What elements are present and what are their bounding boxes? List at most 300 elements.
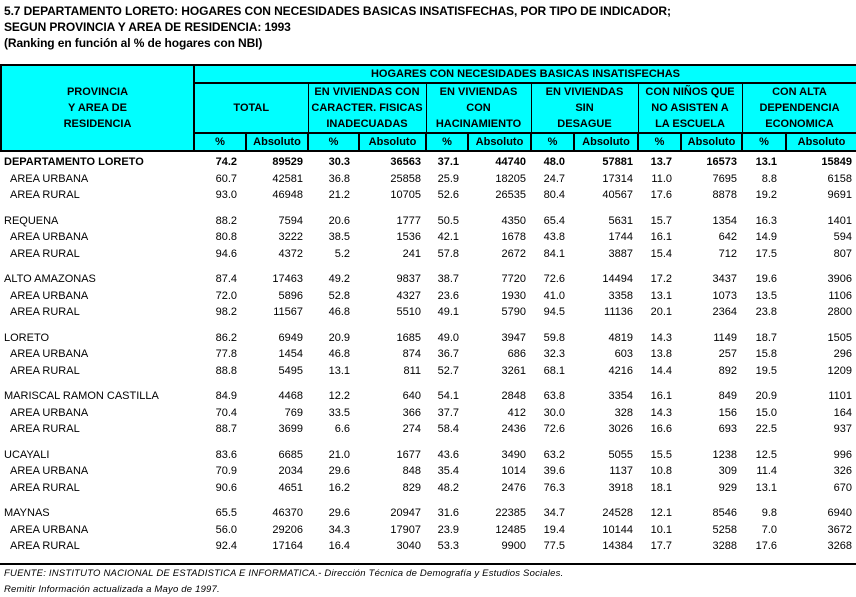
absolute-cell: 1401	[827, 214, 852, 227]
absolute-cell: 16573	[706, 156, 737, 168]
percent-cell: 29.6	[328, 465, 350, 477]
percent-cell: 46.8	[328, 306, 350, 318]
percent-cell: 53.3	[437, 540, 459, 552]
percent-cell: 58.4	[437, 423, 459, 435]
absolute-cell: 17314	[602, 172, 633, 185]
percent-cell: 13.1	[328, 364, 350, 377]
indicator-header-line: TOTAL	[233, 102, 270, 114]
absolute-cell: 12485	[495, 523, 526, 536]
percent-cell: 76.3	[543, 481, 565, 494]
absolute-cell: 6949	[278, 331, 303, 344]
indicator-header-line: CON ALTA	[772, 86, 827, 98]
percent-cell: 17.7	[650, 540, 672, 552]
absolute-cell: 22385	[495, 507, 526, 519]
percent-cell: 11.0	[651, 172, 672, 185]
spacer-row	[0, 496, 856, 505]
indicator-header-line: CON	[466, 102, 491, 114]
absolute-cell: 1536	[396, 231, 421, 243]
absolute-cell: 257	[718, 348, 737, 360]
absolute-cell: 829	[402, 481, 421, 494]
percent-cell: 16.4	[328, 540, 350, 552]
indicator-header-line: SIN	[575, 102, 594, 114]
percent-cell: 17.6	[755, 540, 777, 552]
percent-cell: 13.1	[650, 289, 672, 302]
absolute-cell: 1354	[712, 214, 737, 227]
absolute-cell: 46370	[272, 507, 303, 519]
percent-cell: 77.5	[543, 540, 565, 552]
table-row	[0, 447, 856, 464]
table-row	[0, 405, 856, 422]
table-row	[0, 421, 856, 438]
absolute-cell: 1677	[396, 448, 421, 461]
table-row	[0, 363, 856, 380]
percent-cell: 34.7	[543, 507, 565, 519]
absolute-cell: 26535	[495, 189, 526, 201]
percent-cell: 70.9	[215, 465, 237, 477]
percent-cell: 94.5	[543, 306, 565, 318]
percent-cell: 38.5	[328, 231, 350, 243]
absolute-cell: 20947	[390, 507, 421, 519]
row-label-header: PROVINCIA Y AREA DE RESIDENCIA	[1, 65, 194, 151]
absolute-cell: 1505	[827, 331, 852, 344]
table-row	[0, 505, 856, 522]
absolute-cell: 642	[718, 231, 737, 243]
percent-cell: 70.4	[215, 406, 237, 419]
table-row	[0, 522, 856, 539]
percent-header: %	[308, 133, 359, 151]
percent-cell: 80.4	[543, 189, 565, 201]
percent-cell: 10.1	[650, 523, 672, 536]
absolute-cell: 3026	[608, 423, 633, 435]
percent-cell: 49.0	[437, 331, 459, 344]
percent-cell: 33.5	[328, 406, 350, 419]
row-label: AREA URBANA	[10, 348, 89, 360]
row-label: AREA URBANA	[10, 231, 89, 243]
percent-cell: 32.3	[543, 348, 565, 360]
source-note: FUENTE: INSTITUTO NACIONAL DE ESTADISTICA E INFORMATICA.- Dirección Técnica de Demografía y Estudios Sociales.	[4, 568, 564, 579]
absolute-cell: 8546	[712, 507, 737, 519]
table-row	[0, 213, 856, 230]
absolute-cell: 7695	[712, 172, 737, 185]
indicator-header-line: CARACTER. FISICAS	[311, 102, 423, 114]
absolute-header: Absoluto	[359, 133, 426, 151]
row-label: AREA RURAL	[10, 481, 80, 494]
percent-cell: 52.6	[437, 189, 459, 201]
percent-cell: 87.4	[215, 273, 237, 285]
percent-cell: 83.6	[215, 448, 237, 461]
absolute-cell: 849	[718, 390, 737, 402]
absolute-cell: 309	[718, 465, 737, 477]
absolute-cell: 670	[833, 481, 852, 494]
indicator-header	[308, 83, 426, 133]
table-row	[0, 187, 856, 204]
percent-cell: 13.5	[755, 289, 777, 302]
percent-cell: 16.1	[650, 390, 672, 402]
absolute-cell: 640	[402, 390, 421, 402]
absolute-cell: 6940	[827, 507, 852, 519]
percent-cell: 23.9	[437, 523, 459, 536]
percent-cell: 21.2	[328, 189, 350, 201]
percent-cell: 72.0	[215, 289, 237, 302]
absolute-cell: 24528	[602, 507, 633, 519]
row-label: AREA RURAL	[10, 306, 80, 318]
percent-cell: 14.3	[650, 331, 672, 344]
absolute-cell: 6158	[827, 172, 852, 185]
percent-cell: 93.0	[215, 189, 237, 201]
absolute-header: Absoluto	[681, 133, 742, 151]
indicator-header	[638, 83, 742, 133]
absolute-cell: 25858	[390, 172, 421, 185]
percent-cell: 19.6	[755, 273, 777, 285]
percent-cell: 15.5	[650, 448, 672, 461]
absolute-cell: 8878	[712, 189, 737, 201]
percent-cell: 88.2	[215, 214, 237, 227]
percent-cell: 17.6	[650, 189, 672, 201]
percent-cell: 30.0	[543, 406, 565, 419]
indicator-header-line: INADECUADAS	[326, 118, 408, 130]
row-label: DEPARTAMENTO LORETO	[4, 156, 144, 168]
indicator-header-line: LA ESCUELA	[655, 118, 725, 130]
percent-header: %	[742, 133, 786, 151]
table-title	[4, 3, 671, 51]
absolute-cell: 5896	[278, 289, 303, 302]
percent-cell: 57.8	[437, 247, 459, 260]
absolute-cell: 29206	[272, 523, 303, 536]
table-row	[0, 346, 856, 363]
percent-cell: 23.8	[755, 306, 777, 318]
absolute-cell: 603	[614, 348, 633, 360]
percent-cell: 5.2	[334, 247, 350, 260]
percent-cell: 31.6	[437, 507, 459, 519]
percent-cell: 12.1	[650, 507, 672, 519]
percent-cell: 65.4	[543, 214, 565, 227]
absolute-cell: 17164	[272, 540, 303, 552]
percent-cell: 16.6	[650, 423, 672, 435]
indicator-header-line: ECONOMICA	[765, 118, 834, 130]
row-label: AREA RURAL	[10, 423, 80, 435]
absolute-cell: 2364	[712, 306, 737, 318]
absolute-cell: 3918	[608, 481, 633, 494]
indicator-header-line: EN VIVIENDAS	[545, 86, 624, 98]
percent-cell: 50.5	[437, 214, 459, 227]
absolute-cell: 14494	[602, 273, 633, 285]
percent-cell: 72.6	[543, 423, 565, 435]
percent-cell: 30.3	[328, 156, 350, 168]
absolute-cell: 1137	[609, 465, 633, 477]
row-label: REQUENA	[4, 214, 59, 227]
data-table	[0, 154, 856, 555]
absolute-cell: 3672	[827, 523, 852, 536]
absolute-cell: 892	[718, 364, 737, 377]
indicator-header	[742, 83, 856, 133]
row-label: AREA URBANA	[10, 289, 89, 302]
table-row	[0, 304, 856, 321]
absolute-cell: 7594	[278, 214, 303, 227]
percent-cell: 17.5	[755, 247, 777, 260]
spacer-row	[0, 379, 856, 388]
spacer-row	[0, 438, 856, 447]
percent-cell: 12.2	[328, 390, 350, 402]
percent-cell: 90.6	[215, 481, 237, 494]
percent-cell: 48.0	[543, 156, 565, 168]
bottom-rule	[0, 563, 856, 565]
percent-cell: 15.0	[755, 406, 777, 419]
title-line-2: SEGUN PROVINCIA Y AREA DE RESIDENCIA: 1993	[4, 20, 291, 34]
percent-cell: 29.6	[328, 507, 350, 519]
percent-cell: 25.9	[437, 172, 459, 185]
spacer-row	[0, 262, 856, 271]
percent-cell: 49.2	[328, 273, 350, 285]
percent-cell: 24.7	[543, 172, 565, 185]
row-label: AREA RURAL	[10, 189, 80, 201]
percent-cell: 20.6	[328, 214, 350, 227]
percent-cell: 23.6	[437, 289, 459, 302]
absolute-cell: 1777	[396, 214, 421, 227]
percent-cell: 36.8	[328, 172, 350, 185]
percent-cell: 14.4	[650, 364, 672, 377]
percent-header: %	[426, 133, 468, 151]
title-line-1: 5.7 DEPARTAMENTO LORETO: HOGARES CON NECESIDADES BASICAS INSATISFECHAS, POR TIPO DE INDICADOR;	[4, 4, 671, 18]
absolute-cell: 4350	[501, 214, 526, 227]
absolute-cell: 848	[402, 465, 421, 477]
percent-cell: 37.1	[437, 156, 459, 168]
update-note: Remitir Información actualizada a Mayo de 1997.	[4, 584, 220, 595]
absolute-cell: 1101	[828, 390, 852, 402]
absolute-cell: 937	[833, 423, 852, 435]
absolute-cell: 2476	[501, 481, 526, 494]
absolute-cell: 46948	[272, 189, 303, 201]
indicator-header-line: NO ASISTEN A	[651, 102, 729, 114]
absolute-cell: 3222	[278, 231, 303, 243]
table-row	[0, 463, 856, 480]
percent-cell: 63.8	[543, 390, 565, 402]
table-row	[0, 154, 856, 171]
row-label: AREA URBANA	[10, 523, 89, 536]
percent-cell: 13.1	[755, 156, 777, 168]
table-row	[0, 388, 856, 405]
absolute-cell: 3354	[608, 390, 633, 402]
table-row	[0, 330, 856, 347]
absolute-cell: 9837	[396, 273, 421, 285]
percent-cell: 17.2	[650, 273, 672, 285]
percent-cell: 41.0	[543, 289, 565, 302]
percent-cell: 68.1	[543, 364, 565, 377]
percent-cell: 80.8	[215, 231, 237, 243]
percent-cell: 35.4	[437, 465, 459, 477]
row-label: AREA URBANA	[10, 172, 89, 185]
row-label: AREA URBANA	[10, 406, 89, 419]
absolute-cell: 3490	[501, 448, 526, 461]
absolute-header: Absoluto	[468, 133, 531, 151]
absolute-cell: 241	[402, 247, 421, 260]
absolute-cell: 1685	[396, 331, 421, 344]
percent-cell: 16.2	[328, 481, 350, 494]
absolute-cell: 1209	[827, 364, 852, 377]
percent-cell: 21.0	[328, 448, 350, 461]
absolute-cell: 4216	[608, 364, 633, 377]
table-row	[0, 171, 856, 188]
percent-cell: 54.1	[437, 390, 459, 402]
percent-cell: 52.8	[328, 289, 350, 302]
indicator-header	[194, 83, 308, 133]
absolute-cell: 7720	[501, 273, 526, 285]
absolute-cell: 2848	[501, 390, 526, 402]
percent-cell: 84.1	[543, 247, 565, 260]
absolute-cell: 3288	[712, 540, 737, 552]
percent-cell: 15.7	[650, 214, 672, 227]
absolute-cell: 1014	[501, 465, 526, 477]
absolute-cell: 15849	[821, 156, 852, 168]
row-label: LORETO	[4, 331, 50, 344]
absolute-cell: 156	[718, 406, 737, 419]
absolute-cell: 5258	[712, 523, 737, 536]
indicator-header-line: EN VIVIENDAS	[439, 86, 518, 98]
absolute-cell: 5790	[501, 306, 526, 318]
percent-cell: 74.2	[215, 156, 237, 168]
absolute-cell: 1106	[828, 289, 852, 302]
percent-cell: 56.0	[215, 523, 237, 536]
table-row	[0, 229, 856, 246]
absolute-cell: 17907	[390, 523, 421, 536]
percent-cell: 43.8	[543, 231, 565, 243]
percent-cell: 60.7	[215, 172, 237, 185]
row-label: MARISCAL RAMON CASTILLA	[4, 390, 159, 402]
absolute-cell: 11567	[273, 306, 303, 318]
percent-cell: 36.7	[437, 348, 459, 360]
percent-cell: 13.8	[650, 348, 672, 360]
absolute-cell: 1930	[501, 289, 526, 302]
percent-cell: 13.7	[650, 156, 672, 168]
percent-cell: 20.9	[755, 390, 777, 402]
percent-cell: 43.6	[437, 448, 459, 461]
absolute-header: Absoluto	[786, 133, 856, 151]
absolute-cell: 2034	[278, 465, 303, 477]
percent-cell: 48.2	[437, 481, 459, 494]
absolute-cell: 3887	[608, 247, 633, 260]
indicator-header	[426, 83, 531, 133]
absolute-cell: 4372	[278, 247, 303, 260]
percent-cell: 14.9	[755, 231, 777, 243]
table-row	[0, 271, 856, 288]
absolute-header: Absoluto	[574, 133, 638, 151]
absolute-cell: 3947	[501, 331, 526, 344]
percent-cell: 7.0	[761, 523, 777, 536]
indicator-header-line: CON NIÑOS QUE	[645, 86, 735, 98]
absolute-cell: 769	[284, 406, 303, 419]
absolute-cell: 996	[833, 448, 852, 461]
absolute-cell: 44740	[495, 156, 526, 168]
absolute-cell: 807	[833, 247, 852, 260]
percent-cell: 13.1	[755, 481, 777, 494]
percent-cell: 88.8	[215, 364, 237, 377]
absolute-cell: 17463	[272, 273, 303, 285]
absolute-cell: 366	[402, 406, 421, 419]
table-row	[0, 288, 856, 305]
absolute-cell: 4327	[396, 289, 421, 302]
percent-cell: 84.9	[215, 390, 237, 402]
percent-cell: 6.6	[334, 423, 350, 435]
absolute-cell: 3437	[712, 273, 737, 285]
row-label: MAYNAS	[4, 507, 50, 519]
absolute-cell: 11136	[604, 306, 633, 318]
percent-cell: 9.8	[761, 507, 777, 519]
percent-cell: 88.7	[215, 423, 237, 435]
percent-cell: 20.9	[328, 331, 350, 344]
percent-cell: 46.8	[328, 348, 350, 360]
row-label: AREA URBANA	[10, 465, 89, 477]
percent-cell: 19.2	[755, 189, 777, 201]
percent-cell: 15.4	[650, 247, 672, 260]
percent-cell: 42.1	[437, 231, 459, 243]
absolute-cell: 18205	[495, 172, 526, 185]
percent-cell: 16.3	[755, 214, 777, 227]
absolute-cell: 811	[403, 364, 421, 377]
absolute-cell: 712	[718, 247, 737, 260]
absolute-cell: 1238	[712, 448, 737, 461]
absolute-cell: 40567	[602, 189, 633, 201]
absolute-cell: 412	[507, 406, 526, 419]
absolute-cell: 1744	[608, 231, 633, 243]
absolute-cell: 3699	[278, 423, 303, 435]
absolute-cell: 3261	[501, 364, 526, 377]
row-label: AREA RURAL	[10, 540, 80, 552]
percent-cell: 98.2	[215, 306, 237, 318]
percent-cell: 19.5	[755, 364, 777, 377]
absolute-cell: 4468	[278, 390, 303, 402]
absolute-cell: 1678	[501, 231, 526, 243]
absolute-cell: 10705	[390, 189, 421, 201]
absolute-cell: 1454	[278, 348, 303, 360]
percent-cell: 63.2	[543, 448, 565, 461]
absolute-cell: 57881	[602, 156, 633, 168]
percent-cell: 18.1	[650, 481, 672, 494]
absolute-cell: 1073	[712, 289, 737, 302]
percent-header: %	[638, 133, 681, 151]
absolute-cell: 6685	[278, 448, 303, 461]
absolute-cell: 9691	[827, 189, 852, 201]
title-line-3: (Ranking en función al % de hogares con NBI)	[4, 36, 263, 50]
percent-cell: 92.4	[215, 540, 237, 552]
absolute-cell: 686	[507, 348, 526, 360]
percent-cell: 14.3	[650, 406, 672, 419]
absolute-cell: 3040	[396, 540, 421, 552]
percent-cell: 52.7	[437, 364, 459, 377]
absolute-cell: 693	[718, 423, 737, 435]
absolute-cell: 296	[833, 348, 852, 360]
percent-cell: 8.8	[761, 172, 777, 185]
absolute-cell: 5631	[608, 214, 633, 227]
absolute-header: Absoluto	[246, 133, 308, 151]
absolute-cell: 10144	[602, 523, 633, 536]
percent-cell: 10.8	[650, 465, 672, 477]
percent-cell: 72.6	[543, 273, 565, 285]
percent-cell: 11.4	[756, 465, 777, 477]
absolute-cell: 4819	[608, 331, 633, 344]
percent-cell: 22.5	[755, 423, 777, 435]
table-row	[0, 538, 856, 555]
percent-cell: 59.8	[543, 331, 565, 344]
absolute-cell: 874	[402, 348, 421, 360]
percent-cell: 49.1	[437, 306, 459, 318]
table-row	[0, 480, 856, 497]
percent-cell: 16.1	[650, 231, 672, 243]
percent-cell: 18.7	[755, 331, 777, 344]
row-label: AREA RURAL	[10, 364, 80, 377]
absolute-cell: 5495	[278, 364, 303, 377]
row-label: AREA RURAL	[10, 247, 80, 260]
percent-header: %	[194, 133, 246, 151]
absolute-cell: 4651	[278, 481, 303, 494]
